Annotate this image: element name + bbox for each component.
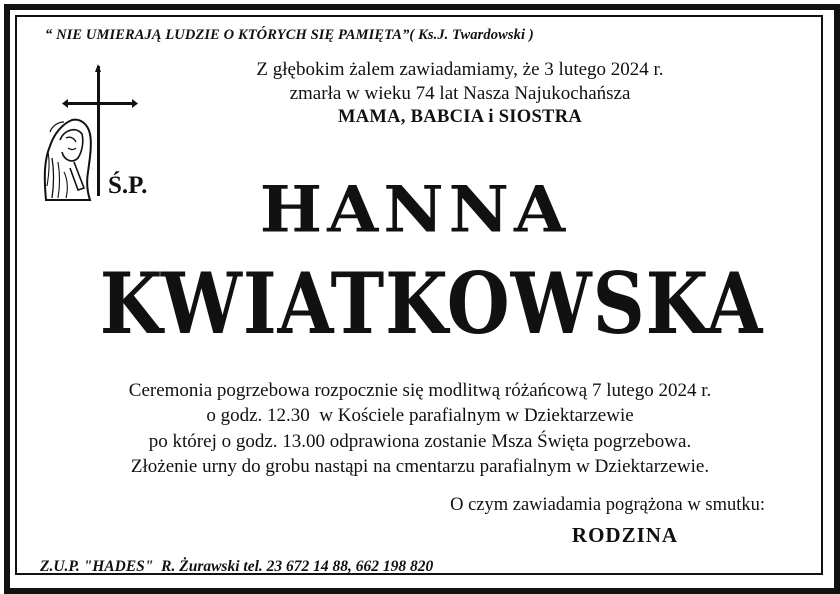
family-signature: RODZINA [571, 523, 679, 547]
mourning-line: O czym zawiadamia pogrążona w smutku: [450, 495, 765, 515]
motto-quote: “ NIE UMIERAJĄ LUDZIE O KTÓRYCH SIĘ PAMIĘTA”( Ks.J. Twardowski ) [45, 27, 534, 43]
ceremony-line-1: Ceremonia pogrzebowa rozpocznie się modlitwą różańcową 7 lutego 2024 r. [128, 380, 712, 401]
ceremony-line-4: Złożenie urny do grobu nastąpi na cmentarzu parafialnym w Dziektarzewie. [130, 456, 710, 477]
deceased-last-name: KWIATKOWSKA [99, 254, 764, 353]
announcement-line-2: zmarła w wieku 74 lat Nasza Najukochańsza [289, 83, 631, 104]
ceremony-line-3: po której o godz. 13.00 odprawiona zostanie Msza Święta pogrzebowa. [148, 431, 692, 452]
announcement-line-1: Z głębokim żalem zawiadamiamy, że 3 lutego 2024 r. [256, 59, 664, 80]
ceremony-line-2: o godz. 12.30 w Kościele parafialnym w Dziektarzewie [206, 405, 634, 426]
relation-title: MAMA, BABCIA i SIOSTRA [337, 107, 583, 127]
funeral-home-info: Z.U.P. "HADES" R. Żurawski tel. 23 672 14 88, 662 198 820 [40, 558, 434, 575]
deceased-prefix: Ś.P. [108, 172, 148, 199]
deceased-first-name: HANNA [259, 171, 571, 247]
